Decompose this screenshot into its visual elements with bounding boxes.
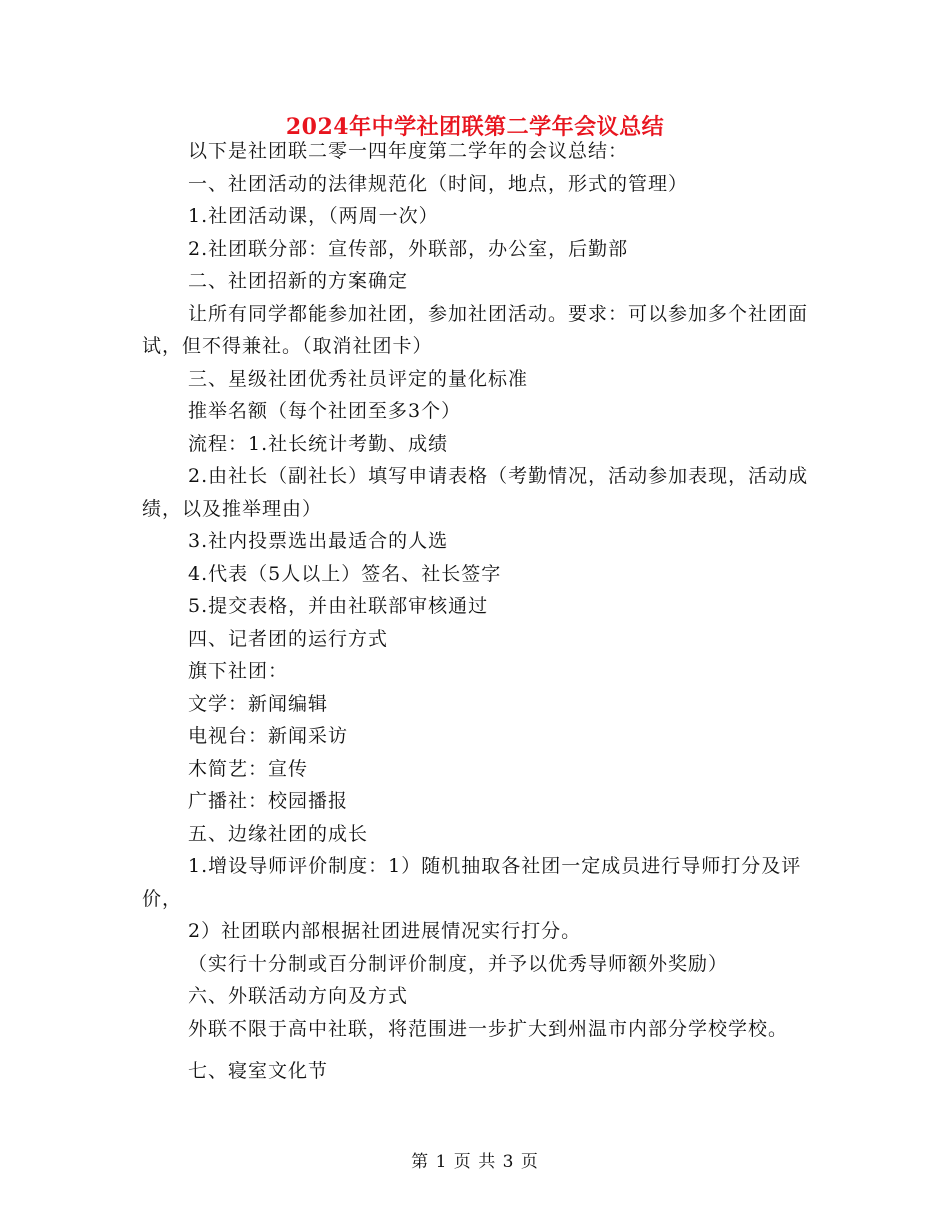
section-heading: 二、社团招新的方案确定 — [188, 270, 409, 292]
paragraph: 让所有同学都能参加社团，参加社团活动。要求：可以参加多个社团面试，但不得兼社。（取消社团卡） — [142, 302, 809, 357]
paragraph: 推举名额（每个社团至多3个） — [188, 400, 462, 422]
section-heading: 五、边缘社团的成长 — [188, 822, 369, 845]
section-heading: 三、星级社团优秀社员评定的量化标准 — [188, 367, 529, 390]
paragraph: 以下是社团联二零一四年度第二学年的会议总结： — [188, 140, 629, 162]
paragraph: 广播社：校园播报 — [188, 790, 349, 812]
paragraph: 1.增设导师评价制度：1）随机抽取各社团一定成员进行导师打分及评价， — [142, 855, 802, 910]
document-title: 2024年中学社团联第二学年会议总结 — [285, 114, 665, 140]
paragraph: 流程：1.社长统计考勤、成绩 — [188, 432, 449, 455]
paragraph: 2）社团联内部根据社团进展情况实行打分。 — [188, 920, 582, 942]
paragraph: 2.社团联分部：宣传部，外联部，办公室，后勤部 — [188, 237, 629, 260]
paragraph: 1.社团活动课，（两周一次） — [188, 205, 439, 227]
document-body — [142, 135, 810, 1088]
paragraph: 旗下社团： — [188, 660, 289, 682]
section-heading: 一、社团活动的法律规范化（时间，地点，形式的管理） — [188, 172, 689, 195]
paragraph: 文学：新闻编辑 — [188, 692, 329, 715]
paragraph: 木简艺：宣传 — [188, 757, 309, 780]
page-footer: 第 1 页 共 3 页 — [411, 1152, 539, 1172]
paragraph: 2.由社长（副社长）填写申请表格（考勤情况，活动参加表现，活动成绩，以及推举理由） — [142, 465, 809, 520]
section-heading: 六、外联活动方向及方式 — [188, 985, 409, 1007]
section-heading: 七、寝室文化节 — [188, 1060, 329, 1082]
paragraph: 3.社内投票选出最适合的人选 — [188, 530, 449, 552]
paragraph: 4.代表（5人以上）签名、社长签字 — [188, 562, 502, 585]
paragraph: （实行十分制或百分制评价制度，并予以优秀导师额外奖励） — [188, 952, 729, 975]
paragraph: 外联不限于高中社联，将范围进一步扩大到州温市内部分学校学校。 — [188, 1017, 789, 1040]
paragraph: 5.提交表格，并由社联部审核通过 — [188, 595, 489, 617]
paragraph: 电视台：新闻采访 — [188, 725, 349, 747]
section-heading: 四、记者团的运行方式 — [188, 627, 389, 650]
